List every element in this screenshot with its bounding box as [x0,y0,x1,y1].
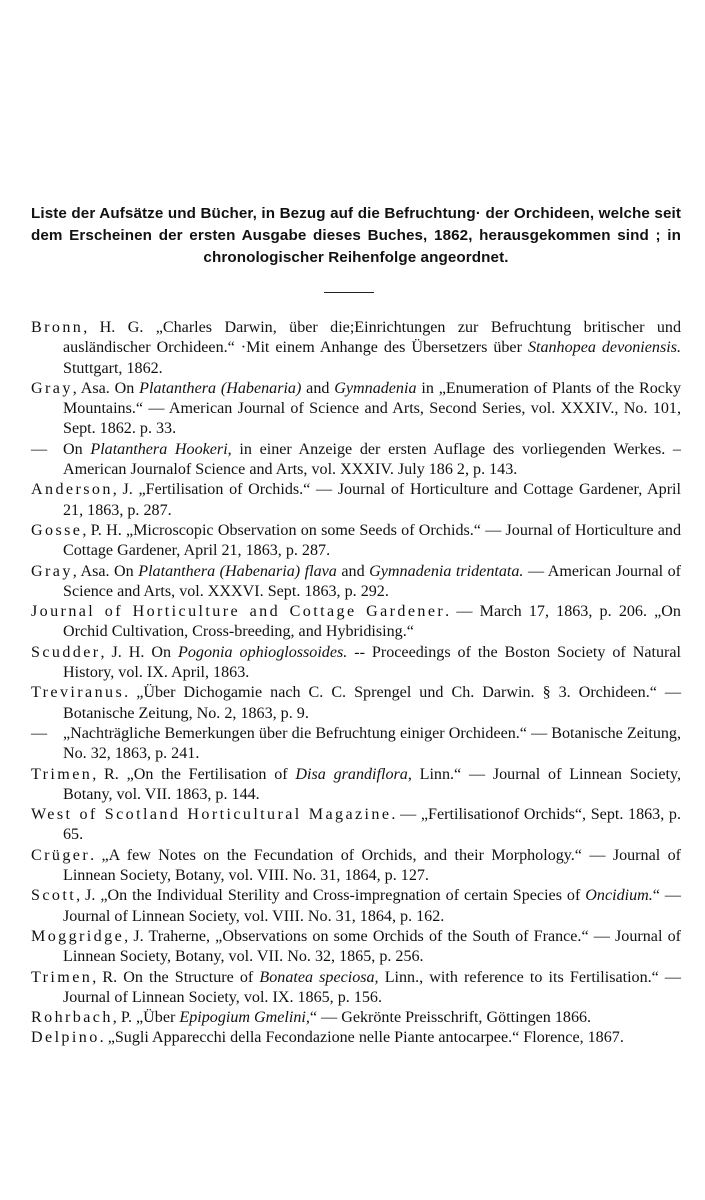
bibliography-entry [31,379,681,440]
bibliography-entry [31,643,681,684]
entry-text: , P. „Über [112,1009,180,1027]
bibliography-entry [31,1028,681,1048]
entry-italic-text: Bonatea speciosa, [259,968,379,986]
bibliography-entry [31,805,681,846]
entry-text: and [301,379,335,397]
bibliography-entry [31,562,681,603]
entry-text: Linn., with reference to its Fertilisation.“ — Journal of Linnean Society, vol. IX. 1865, p. 156. [63,968,682,1006]
entry-text: -- Proceedings of the Boston Society of Natural History, vol. IX. April, 1863. [63,643,681,682]
entry-author: Anderson [31,481,113,499]
ditto-dash: — [31,724,48,742]
entry-text: , J. „On the Individual Sterility and Cross-impregnation of certain Species of [76,887,586,905]
bibliography-entry [31,886,681,927]
entry-italic-text: Pogonia ophioglossoides. [178,643,348,661]
entry-italic-text: Platanthera (Habenaria) [139,379,302,397]
bibliography-entry [31,318,681,379]
entry-author: Treviranus [31,684,125,702]
entry-text: , R. On the Structure of [92,968,260,986]
entry-text: and [336,562,370,580]
entry-italic-text: Stanhopea devoniensis. [527,339,681,357]
entry-author: Bronn [31,319,84,336]
entry-italic-text: Platanthera (Habenaria) flava [138,562,337,580]
entry-text: , in einer Anzeige der ersten Auflage des vorliegenden Werkes. – American Journalof Science and Arts, vol. XXXIV. July 186 2, p. 143. [63,440,681,479]
entry-author: Scott [31,887,77,905]
bibliography-entry [31,846,681,887]
bibliography-entry [31,521,681,562]
entry-italic-text: Oncidium. [585,887,653,905]
entry-text: “ — Journal of Linnean Society, vol. VIII. No. 31, 1864, p. 162. [63,887,681,925]
entry-text: . — March 17, 1863, p. 206. „On Orchid Cultivation, Cross-breeding, and Hybridising.“ [63,603,681,641]
entry-author: Delpino [31,1029,100,1047]
entry-text: in „Enumeration of Plants of the Rocky Mountains.“ — American Journal of Science and Arts, Second Series, vol. XXXIV., No. 101, Sept. 1862. p. 33. [63,379,681,438]
bibliography-entry [31,765,681,806]
entry-text: Stuttgart, 1862. [63,359,163,377]
entry-text: , Asa. On [72,562,139,580]
entry-text: . „Sugli Apparecchi della Fecondazione nelle Piante antocarpee.“ Florence, 1867. [99,1029,624,1047]
entry-text: , Linn.“ — Journal of Linnean Society, Botany, vol. VII. 1863, p. 144. [63,765,681,803]
entry-italic-text: Gymnadenia [334,379,417,397]
bibliography-entry [31,1008,681,1028]
entry-text: — American Journal of Science and Arts, vol. XXXVI. Sept. 1863, p. 292. [63,562,682,600]
entry-author: Rohrbach [31,1009,113,1027]
entry-author: Scudder [31,643,101,661]
bibliography-entry [31,440,681,481]
entry-author: Gray [31,562,73,580]
entry-text: , H. G. „Charles Darwin, über die;Einrichtungen zur Befruchtung britischer und ausländischer Orchideen.“ ·Mit einem Anhange des Übersetzers über [63,319,681,357]
entry-text: . „Über Dichogamie nach C. C. Sprengel und Ch. Darwin. § 3. Orchideen.“ — Botanische Zeitung, No. 2, 1863, p. 9. [63,684,681,722]
bibliography-entry [31,968,681,1009]
bibliography-entry [31,480,681,521]
entry-text: On [63,440,91,458]
heading-divider [324,292,374,293]
entry-author: West of Scotland Horticultural Magazine [31,806,392,824]
entry-italic-text: Gymnadenia tridentata. [369,562,524,580]
entry-text: , J. Traherne, „Observations on some Orchids of the South of France.“ — Journal of Linnean Society, Botany, vol. VII. No. 32, 1865, p. 256. [63,927,681,966]
entry-text: , Asa. On [72,379,140,397]
bibliography-entry [31,927,681,968]
entry-author: Trimen [31,968,93,986]
entry-text: „Nachträgliche Bemerkungen über die Befruchtung einiger Orchideen.“ — Botanische Zeitung, No. 32, 1863, p. 241. [63,724,681,763]
ditto-dash: — [31,440,48,458]
section-heading: Liste der Aufsätze und Bücher, in Bezug auf die Befruchtung· der Orchideen, welche seit dem Erscheinen der ersten Ausgabe dieses Buches, 1862, herausgekommen sind ; in chronologischer Reihenfolge angeordnet. [31,205,681,266]
entry-author: Gray [31,379,73,397]
entry-text: . — „Fertilisationof Orchids“, Sept. 1863, p. 65. [63,806,682,844]
entry-italic-text: Platanthera Hookeri [90,440,228,458]
entry-author: Moggridge [31,927,125,945]
entry-author: Gosse [31,521,83,539]
entry-italic-text: Epipogium Gmelini, [179,1009,310,1027]
entry-text: , R. „On the Fertilisation of [92,765,296,783]
entry-italic-text: Disa grandiflora [295,765,408,783]
entry-author: Crüger [31,846,91,864]
bibliography-entry [31,602,681,643]
bibliography-entry [31,683,681,724]
bibliography-entry [31,724,681,765]
entry-text: . „A few Notes on the Fecundation of Orchids, and their Morphology.“ — Journal of Linnean Society, Botany, vol. VIII. No. 31, 1864, p. 127. [63,846,681,885]
entry-text: , J. „Fertilisation of Orchids.“ — Journal of Horticulture and Cottage Gardener, April 21, 1863, p. 287. [63,481,681,519]
entry-author: Journal of Horticulture and Cottage Gardener [31,603,446,621]
entry-text: , P. H. „Microscopic Observation on some Seeds of Orchids.“ — Journal of Horticulture and Cottage Gardener, April 21, 1863, p. 287. [63,521,681,560]
entry-text: , J. H. On [100,643,179,661]
bibliography-list [31,318,681,1049]
entry-text: “ — Gekrönte Preisschrift, Göttingen 1866. [309,1009,592,1027]
entry-author: Trimen [31,765,93,783]
